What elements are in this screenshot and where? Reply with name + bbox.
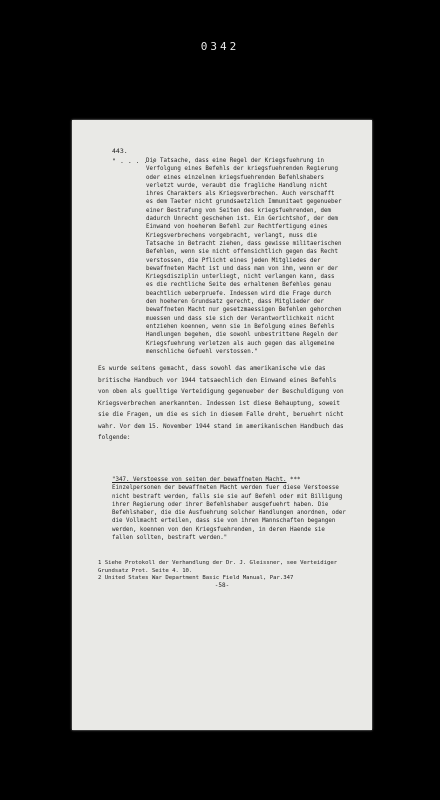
opening-quote-mark: " [112, 157, 116, 165]
document-page [72, 120, 372, 730]
footnote-1: 1 Siehe Protokoll der Verhandlung der Dr. J. Gleissner, see Verteidiger Grundsatz Prot. Seite 4. 10. [98, 560, 338, 574]
manual-excerpt-stars: *** [290, 477, 301, 483]
manual-excerpt-heading: "347. Verstoesse von seiten der bewaffneten Macht. [112, 477, 287, 483]
manual-excerpt-text: Einzelpersonen der bewaffneten Macht werden fuer diese Verstoesse nicht bestraft werden, falls sie sie auf Befehl oder mit Billigung ihrer Regierung oder ihrer Befehlshaber ausgefuehrt haben. Die Befehlshaber, die die Ausfuehrung solcher Handlungen anordnen, oder die Vollmacht erteilen, dass sie von ihren Mannschaften begangen werden, koennen von den Kriegsfuehrenden, in deren Haende sie fallen sollten, bestraft werden." [112, 485, 346, 542]
footnotes [98, 560, 358, 583]
ellipsis: . . . . . [120, 157, 156, 165]
quoted-passage [146, 157, 342, 356]
quote-number: 443. [112, 147, 128, 155]
body-paragraph-text: Es wurde seitens gemacht, dass sowohl das amerikanische wie das britische Handbuch vor 1944 tatsaechlich den Einwand eines Befehls von oben als guelltige Verteidigung gegenueber der Beschuldigung von Kriegsverbrechen anerkannten. Indessen ist diese Behauptung, soweit sie die Fragen, um die es sich in diesem Falle dreht, beruehrt nicht wahr. Vor dem 15. November 1944 stand im amerikanischen Handbuch das folgende: [98, 365, 344, 441]
quoted-passage-text: Die Tatsache, dass eine Regel der Kriegsfuehrung in Verfolgung eines Befehls der kriegsfuehrenden Regierung oder eines einzelnen kriegsfuehrenden Befehlshabers verletzt wurde, veraubt die fragliche Handlung nicht ihres Charakters als Kriegsverbrechen. Auch verschafft es dem Taeter nicht grundsaetzlich Immunitaet gegenueber einer Bestrafung von Seiten des kriegsfuehrenden, dem dadurch Unrecht geschehen ist. Ein Gerichtshof, der dem Einwand von hoeherem Befehl zur Rechtfertigung eines Kriegsverbrechens vorgebracht, verlangt, muss die Tatsache in Betracht ziehen, dass gewisse militaerischen Befehlen, wenn sie nicht offensichtlich gegen das Recht verstossen, die Pflicht eines jeden Mitgliedes der bewaffneten Macht ist und dass man von ihm, wenn er der Kriegsdisziplin unterliegt, nicht verlangen kann, dass es die rechtliche Seite des erhaltenen Befehles genau beachtlich ueberpruefe. Indessen wird die Frage durch den hoeheren Grundsatz gerecht, dass Mitglieder der bewaffneten Macht nur gesetzmaessigen Befehlen gehorchen muessen und dass sie sich der Verantwortlichkeit nicht entziehen koennen, wenn sie in Befolgung eines Befehls Handlungen begehen, die sowohl unbestrittene Regeln der Kriegsfuehrung verletzen als auch gegen das allgemeine menschliche Gefuehl verstossen." [146, 158, 342, 355]
footnote-2: 2 United States War Department Basic Field Manual, Par.347 [98, 575, 294, 582]
microfilm-frame-number: 0342 [200, 40, 240, 53]
body-paragraph [98, 363, 350, 444]
page-number: -58- [214, 582, 230, 589]
manual-excerpt [112, 476, 348, 542]
